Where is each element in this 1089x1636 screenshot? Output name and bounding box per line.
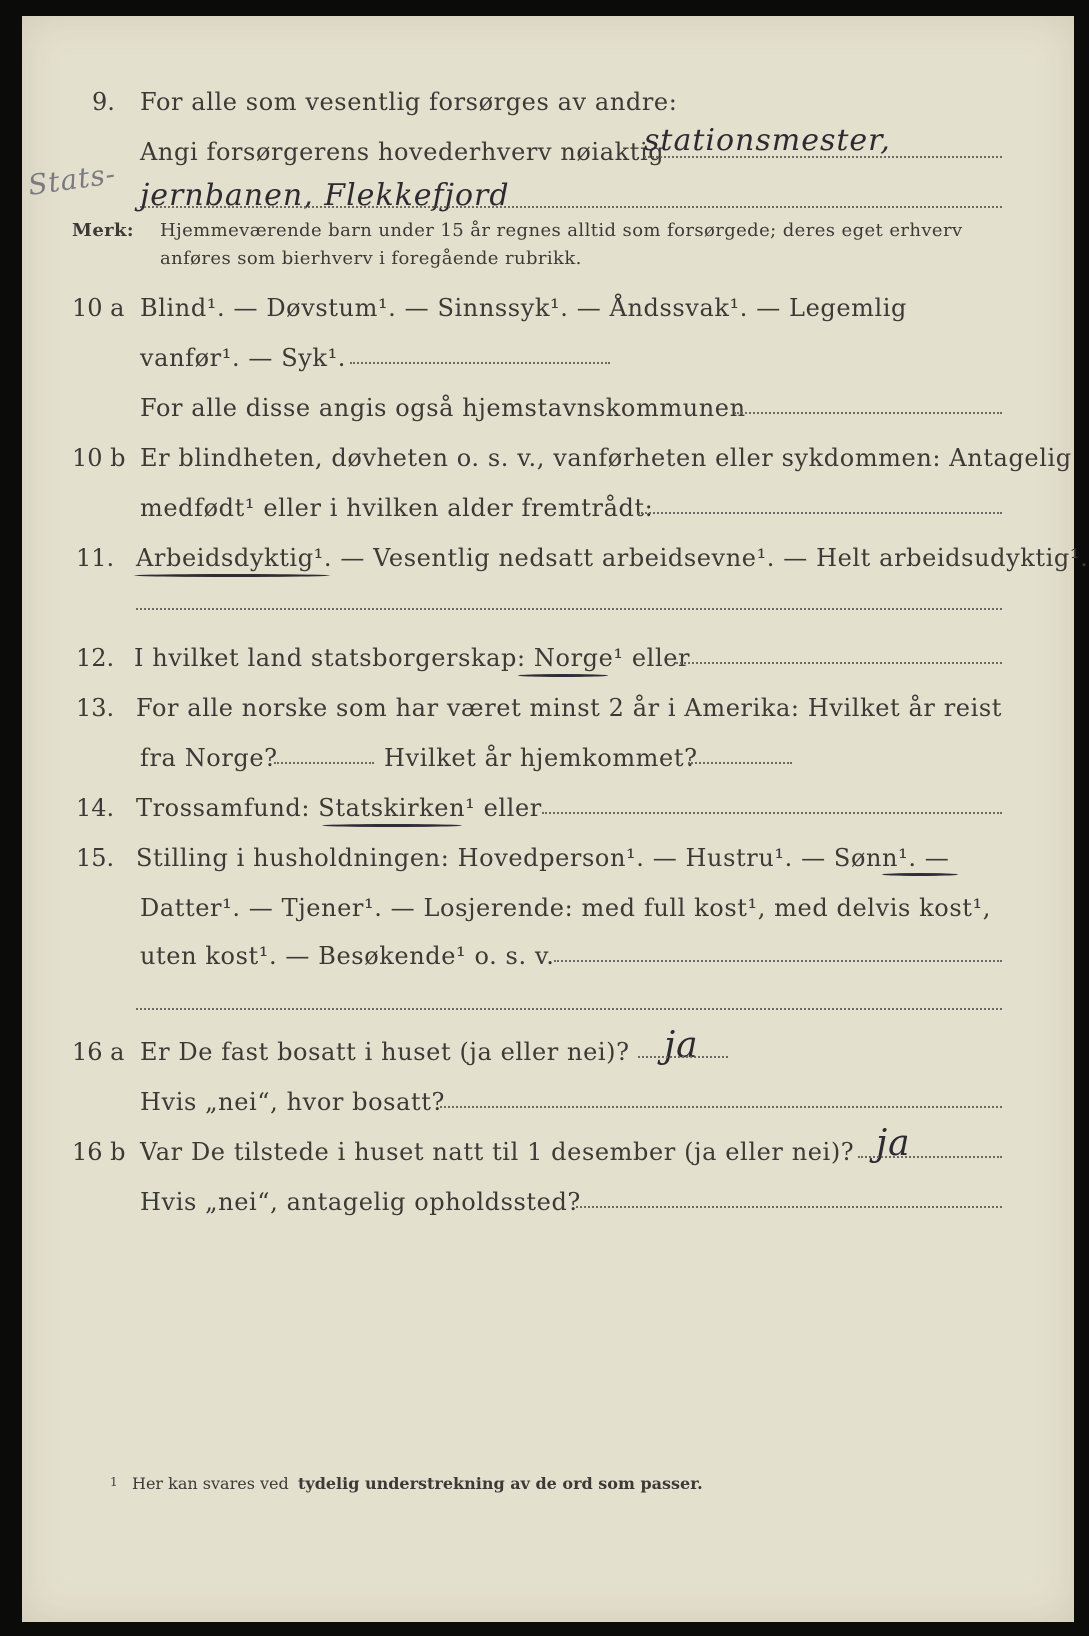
q16b-field	[858, 1156, 1002, 1158]
q16b-answer-handwritten: ja	[876, 1123, 911, 1164]
q10a-line2: vanfør¹. — Syk¹.	[140, 344, 347, 372]
q11-line1: Arbeidsdyktig¹. — Vesentlig nedsatt arbeidsevne¹. — Helt arbeidsudyktig¹.	[136, 544, 1089, 572]
q15-extra-line	[136, 1008, 1002, 1010]
q16a-answer-handwritten: ja	[664, 1025, 699, 1066]
q16a-line1: Er De fast bosatt i huset (ja eller nei)?	[140, 1038, 630, 1066]
q14-handwritten-underline	[322, 824, 462, 827]
q10a-line1: Blind¹. — Døvstum¹. — Sinnssyk¹. — Åndssvak¹. — Legemlig	[140, 294, 908, 322]
q16a-field	[638, 1056, 728, 1058]
q13-number: 13.	[76, 694, 115, 722]
q16b-line2-field	[576, 1206, 1002, 1208]
q10b-line2: medfødt¹ eller i hvilken alder fremtrådt:	[140, 494, 654, 522]
q10b-line1: Er blindheten, døvheten o. s. v., vanførheten eller sykdommen: Antagelig	[140, 444, 1072, 472]
q14-line1: Trossamfund: Statskirken¹ eller	[136, 794, 542, 822]
q12-handwritten-underline	[518, 674, 608, 677]
census-form-page	[22, 16, 1089, 1622]
q13-field-b	[688, 762, 792, 764]
q9-answer-continuation: jernbanen, Flekkefjord	[140, 178, 510, 213]
q14-number: 14.	[76, 794, 115, 822]
q16a-line2-field	[440, 1106, 1002, 1108]
q16a-line2: Hvis „nei“, hvor bosatt?	[140, 1088, 445, 1116]
q13-line2a: fra Norge?	[140, 744, 278, 772]
q11-number: 11.	[76, 544, 115, 572]
q16b-number: 16 b	[72, 1138, 126, 1166]
footnote-text-a: Her kan svares ved	[132, 1474, 289, 1493]
q12-field	[676, 662, 1002, 664]
q16b-line2: Hvis „nei“, antagelig opholdssted?	[140, 1188, 581, 1216]
q12-number: 12.	[76, 644, 115, 672]
q10b-line2-field	[638, 512, 1002, 514]
q12-line1: I hvilket land statsborgerskap: Norge¹ eller	[134, 644, 691, 672]
q15-handwritten-underline	[882, 873, 958, 876]
q15-field	[554, 960, 1002, 962]
q9-line2-label: Angi forsørgerens hovederhverv nøiaktig	[140, 138, 665, 166]
q10a-line2-field	[350, 362, 610, 364]
q9-line1: For alle som vesentlig forsørges av andre:	[140, 88, 678, 116]
q14-field	[542, 812, 1002, 814]
q10a-line3: For alle disse angis også hjemstavnskommunen	[140, 394, 746, 422]
q13-line1: For alle norske som har været minst 2 år i Amerika: Hvilket år reist	[136, 694, 1003, 722]
footnote-marker: 1	[110, 1475, 118, 1489]
footnote-text-b: tydelig understrekning av de ord som passer.	[298, 1474, 703, 1493]
merk-line1: Hjemmeværende barn under 15 år regnes alltid som forsørgede; deres eget erhverv	[160, 220, 963, 241]
q9-margin-note: Stats-	[26, 157, 119, 202]
merk-label: Merk:	[72, 220, 134, 241]
q15-line1: Stilling i husholdningen: Hovedperson¹. — Hustru¹. — Sønn¹. —	[136, 844, 950, 872]
q9-answer-line	[644, 156, 1002, 158]
q15-line3: uten kost¹. — Besøkende¹ o. s. v.	[140, 942, 555, 970]
q16a-number: 16 a	[72, 1038, 125, 1066]
q13-line2b: Hvilket år hjemkommet?	[384, 744, 698, 772]
q15-line2: Datter¹. — Tjener¹. — Losjerende: med full kost¹, med delvis kost¹,	[140, 894, 991, 922]
merk-line2: anføres som bierhverv i foregående rubrikk.	[160, 248, 582, 269]
q10b-number: 10 b	[72, 444, 126, 472]
q16b-line1: Var De tilstede i huset natt til 1 desember (ja eller nei)?	[140, 1138, 855, 1166]
q15-number: 15.	[76, 844, 115, 872]
q10a-line3-field	[734, 412, 1002, 414]
q11-handwritten-underline	[134, 574, 330, 577]
q9-answer-line-2	[140, 206, 1002, 208]
q9-answer-handwritten: stationsmester,	[644, 123, 891, 158]
q10a-number: 10 a	[72, 294, 125, 322]
q9-number: 9.	[92, 88, 115, 116]
q11-extra-line	[136, 608, 1002, 610]
q13-field-a	[274, 762, 374, 764]
